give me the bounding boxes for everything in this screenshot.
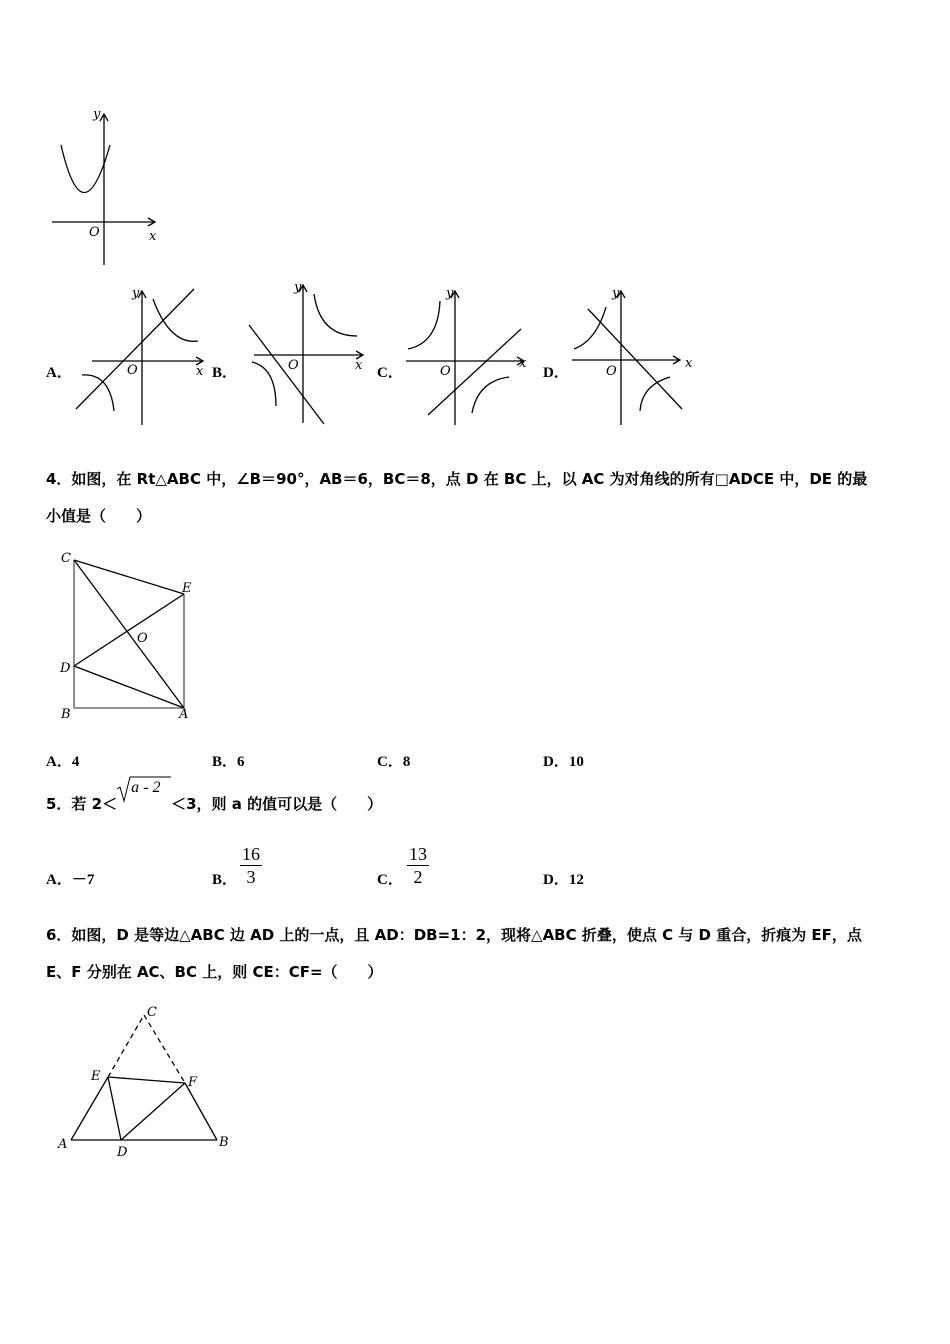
q4-stem-line2: 小值是（ ） [46,507,152,525]
segment-da [74,666,184,708]
hyperbola-branch-lower [252,362,276,406]
label-b: B [219,1135,229,1150]
label-b: B [61,707,71,722]
hyperbola-branch-upper [408,301,440,349]
label-a: A [179,707,189,722]
q4-option-a[interactable]: A．4 [46,754,80,770]
q5-option-b-numerator: 16 [242,844,260,864]
diagonal-de [74,594,184,666]
segment-ed [108,1077,121,1140]
q3-option-d-graph [568,283,703,428]
crease-ef [108,1077,185,1083]
line-graph [588,309,682,409]
q5-option-d[interactable]: D．12 [543,872,584,888]
x-label: x [355,358,363,373]
parabola-curve [61,145,110,193]
origin-label: O [288,358,299,373]
y-label: y [446,286,454,301]
q5-sqrt [117,779,171,809]
q4-parallelogram-figure [55,548,215,723]
q5-option-c-letter[interactable]: C． [377,872,403,888]
q6-stem-line2: E、F 分别在 AC、BC 上，则 CE：CF=（ ） [46,963,383,981]
side-ae [71,1077,108,1140]
main-parabola-graph [45,100,185,270]
q5-option-c-denominator: 2 [413,867,423,887]
q6-stem-line1: 6．如图，D 是等边△ABC 边 AD 上的一点，且 AD：DB=1：2，现将△ABC 折叠，使点 C 与 D 重合，折痕为 EF，点 [46,926,862,944]
q5-radicand: a - 2 [131,779,161,796]
q5-option-a[interactable]: A．－7 [46,872,95,888]
q4-stem-line1: 4．如图，在 Rt△ABC 中，∠B＝90°，AB＝6，BC＝8，点 D 在 BC 上，以 AC 为对角线的所有□ADCE 中，DE 的最 [46,470,868,488]
x-label: x [149,229,157,244]
label-e: E [91,1069,101,1084]
segment-df [121,1083,185,1140]
hyperbola-branch-lower [472,377,509,413]
line-graph [249,325,324,424]
q3-option-c-graph [400,283,535,428]
dashed-cf [144,1015,185,1083]
x-label: x [685,356,693,371]
hyperbola-branch-upper [314,294,357,336]
label-f: F [188,1075,198,1090]
dashed-ec [108,1015,144,1077]
q3-option-a-graph [70,283,210,428]
label-c: C [61,551,71,566]
x-label: x [196,364,204,379]
label-a: A [58,1137,68,1152]
q5-prefix: 5．若 2＜ [46,795,118,813]
origin-label: O [606,364,617,379]
q3-option-b-letter: B． [212,365,238,381]
q4-option-d[interactable]: D．10 [543,754,584,770]
hyperbola-branch-lower [640,377,670,411]
side-fb [185,1083,217,1140]
diagonal-ca [74,560,184,708]
segment-ce [74,560,184,594]
y-label: y [132,286,140,301]
q6-triangle-fold-figure [55,1000,245,1165]
q4-option-c[interactable]: C．8 [377,754,411,770]
q5-option-c-fraction [407,843,429,888]
origin-label: O [89,225,100,240]
q5-option-c-numerator: 13 [409,844,427,864]
y-label: y [612,286,620,301]
q5-option-b-letter[interactable]: B． [212,872,238,888]
q3-option-c-letter: C． [377,365,403,381]
q5-stem [46,779,383,823]
label-d: D [117,1145,128,1160]
y-label: y [294,280,302,295]
hyperbola-branch-lower [82,375,114,411]
origin-label: O [440,364,451,379]
q3-option-a-letter: A． [46,365,72,381]
q5-suffix: ＜3，则 a 的值可以是（ ） [171,795,383,813]
hyperbola-branch-upper [153,299,198,341]
x-label: x [519,356,527,371]
q3-option-b-graph [240,278,370,423]
label-e: E [182,581,192,596]
line-graph [76,289,194,409]
q3-option-d-letter: D． [543,365,569,381]
origin-label: O [127,363,138,378]
q4-option-b[interactable]: B．6 [212,754,245,770]
y-label: y [93,107,101,122]
q5-option-b-denominator: 3 [246,867,256,887]
hyperbola-branch-upper [574,307,606,349]
q5-option-b-fraction [240,843,262,888]
label-c: C [147,1005,157,1020]
label-d: D [60,661,71,676]
label-o: O [137,631,148,646]
